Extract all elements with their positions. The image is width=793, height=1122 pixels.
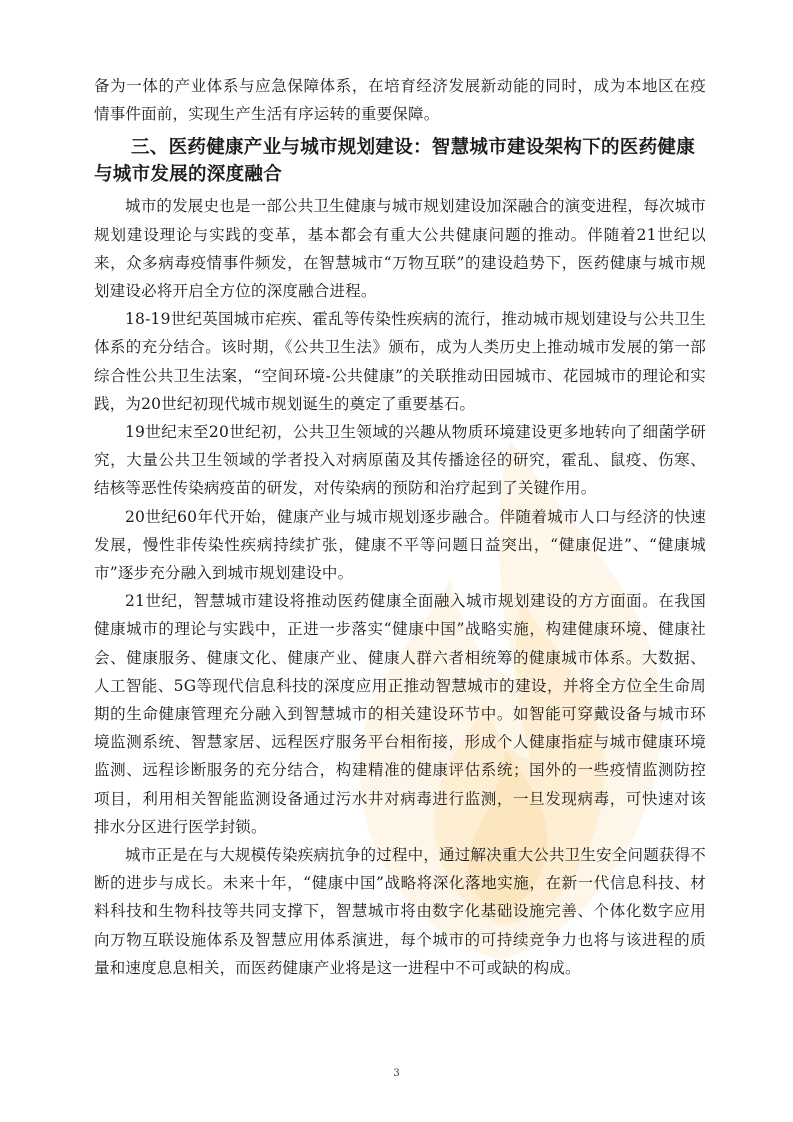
section-heading: 三、医药健康产业与城市规划建设：智慧城市建设架构下的医药健康与城市发展的深度融合 [94,137,696,186]
body-paragraph: 18-19世纪英国城市疟疾、霍乱等传染性疾病的流行，推动城市规划建设与公共卫生体系的充分结合。该时期，《公共卫生法》颁布，成为人类历史上推动城市发展的第一部综合性公共卫生法案，“空间环境-公共健康”的关联推动田园城市、花园城市的理论和实践，为20世纪初现代城市规划诞生的奠定了重要基石。 [94,310,706,413]
page-number: 3 [393,1068,400,1079]
body-paragraph: 21世纪，智慧城市建设将推动医药健康全面融入城市规划建设的方方面面。在我国健康城市的理论与实践中，正进一步落实“健康中国”战略实施，构建健康环境、健康社会、健康服务、健康文化、健康产业、健康人群六者相统筹的健康城市体系。大数据、人工智能、5G等现代信息科技的深度应用正推动智慧城市的建设，并将全方位全生命周期的生命健康管理充分融入到智慧城市的相关建设环节中。如智能可穿戴设备与城市环境监测系统、智慧家居、远程医疗服务平台相衔接，形成个人健康指症与城市健康环境监测、远程诊断服务的充分结合，构建精准的健康评估系统；国外的一些疫情监测防控项目，利用相关智能监测设备通过污水井对病毒进行监测，一旦发现病毒，可快速对该排水分区进行医学封锁。 [94,592,706,836]
paragraph-continuation: 备为一体的产业体系与应急保障体系，在培育经济发展新动能的同时，成为本地区在疫情事件面前，实现生产生活有序运转的重要保障。 [94,77,706,124]
body-paragraph: 20世纪60年代开始，健康产业与城市规划逐步融合。伴随着城市人口与经济的快速发展，慢性非传染性疾病持续扩张，健康不平等问题日益突出，“健康促进”、“健康城市”逐步充分融入到城市规划建设中。 [94,507,706,583]
document-page [94,72,706,982]
body-paragraph: 城市的发展史也是一部公共卫生健康与城市规划建设加深融合的演变进程，每次城市规划建设理论与实践的变革，基本都会有重大公共健康问题的推动。伴随着21世纪以来，众多病毒疫情事件频发，在智慧城市“万物互联”的建设趋势下，医药健康与城市规划建设必将开启全方位的深度融合进程。 [94,197,706,301]
body-paragraph: 19世纪末至20世纪初，公共卫生领域的兴趣从物质环境建设更多地转向了细菌学研究，大量公共卫生领域的学者投入对病原菌及其传播途径的研究，霍乱、鼠疫、伤寒、结核等恶性传染病疫苗的研发，对传染病的预防和治疗起到了关键作用。 [94,423,706,498]
body-paragraph: 城市正是在与大规模传染疾病抗争的过程中，通过解决重大公共卫生安全问题获得不断的进步与成长。未来十年，“健康中国”战略将深化落地实施，在新一代信息科技、材料科技和生物科技等共同支撑下，智慧城市将由数字化基础设施完善、个体化数字应用向万物互联设施体系及智慧应用体系演进，每个城市的可持续竞争力也将与该进程的质量和速度息息相关，而医药健康产业将是这一进程中不可或缺的构成。 [94,846,706,977]
